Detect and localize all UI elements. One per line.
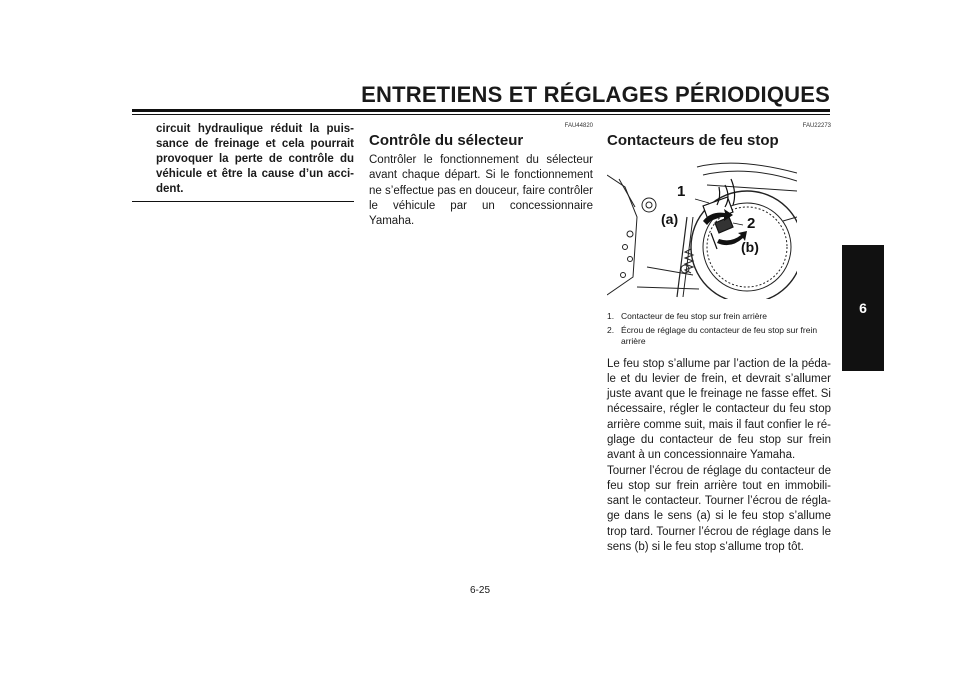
column-brake-switch <box>607 122 831 555</box>
caption-item <box>607 311 831 323</box>
chapter-tab-label: 6 <box>859 300 867 316</box>
warning-text: circuit hydraulique réduit la puis-sance de freinage et cela pourrait provoquer la perte de contrôle du véhicule et être la cause d’un acci-dent. <box>156 123 354 195</box>
section-heading: Contrôle du sélecteur <box>369 132 524 149</box>
paragraph-1: Le feu stop s’allume par l’action de la péda-le et du levier de frein, et devrait s’allumer juste avant que le freinage ne fasse effet. Si nécessaire, régler le contacteur du feu stop arrière comme suit, mais il faut confier le ré-glage du contacteur de feu stop sur frein avant à un concessionnaire Yamaha. <box>607 357 831 462</box>
page-number: 6-25 <box>469 585 490 596</box>
section-heading: Contacteurs de feu stop <box>607 132 779 149</box>
callout-1: 1 <box>677 183 686 200</box>
caption-text: Écrou de réglage du contacteur de feu stop sur frein arrière <box>621 324 818 346</box>
column-warning <box>156 122 354 197</box>
caption-number: 2. <box>607 324 615 335</box>
callout-2: 2 <box>747 215 756 232</box>
caption-number: 1. <box>607 311 615 321</box>
section-code: FAU44820 <box>564 123 593 129</box>
paragraph-2: Tourner l’écrou de réglage du contacteur de feu stop sur frein arrière tout en immobili-sant le contacteur. Tourner l’écrou de régla-ge dans le sens (a) si le feu stop s’allume trop tard. Tourner l’écrou de réglage dans le sens (b) si le feu stop s’allume trop tôt. <box>607 464 831 554</box>
header-rule <box>132 109 830 112</box>
column-selector <box>369 122 593 229</box>
caption-text: Contacteur de feu stop sur frein arrière <box>621 311 767 321</box>
brake-switch-figure <box>607 157 797 299</box>
brake-switch-illustration <box>607 157 797 299</box>
section-body: Contrôler le fonctionnement du sélecteur avant chaque départ. Si le fonctionnement ne s’effectue pas en douceur, faire contrôler le véhicule par un concessionnaire Yamaha. <box>369 154 593 228</box>
warning-rule <box>132 201 354 202</box>
callout-b: (b) <box>741 239 759 255</box>
header-rule-thin <box>132 114 830 115</box>
figure-captions <box>607 311 831 348</box>
chapter-tab[interactable] <box>842 245 884 371</box>
section-code: FAU22273 <box>802 123 831 129</box>
callout-a: (a) <box>661 211 679 227</box>
caption-item <box>607 325 831 348</box>
page-header-title: ENTRETIENS ET RÉGLAGES PÉRIODIQUES <box>361 82 830 107</box>
